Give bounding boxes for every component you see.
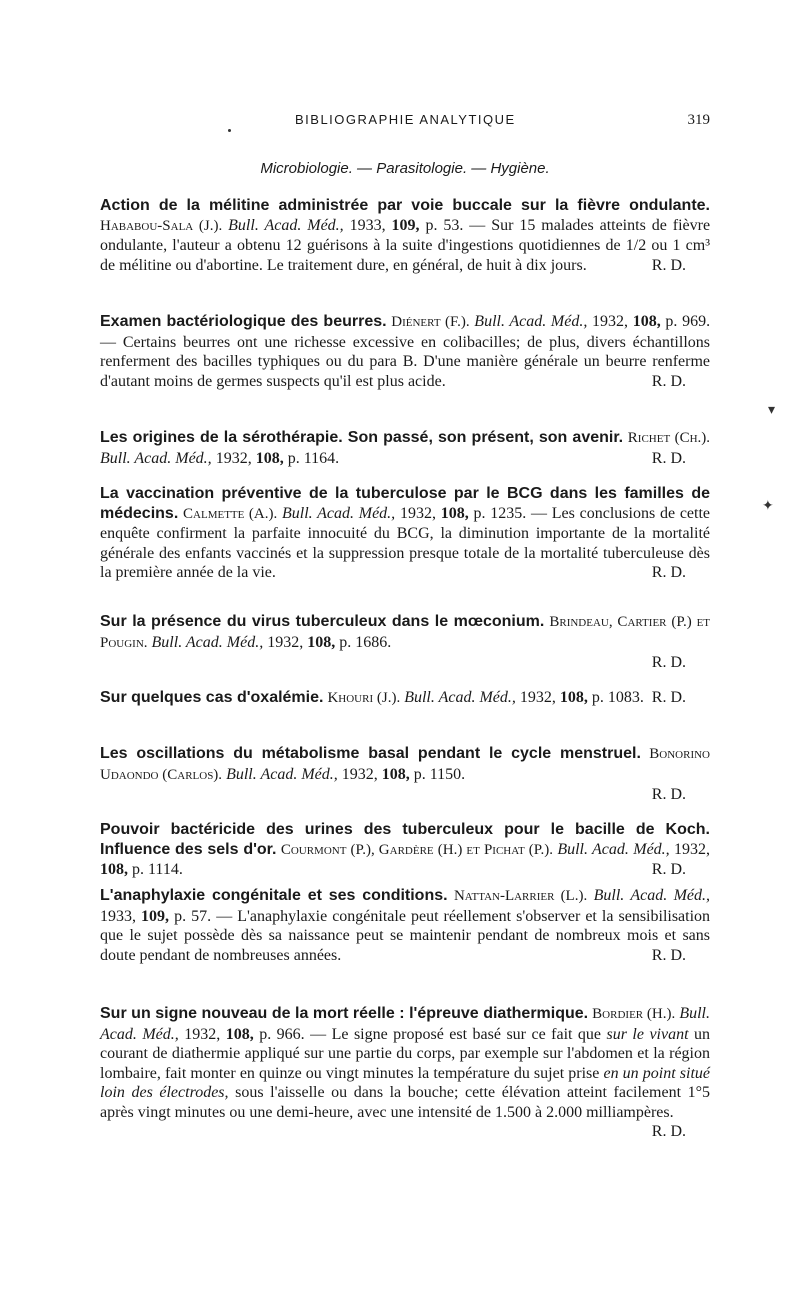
entry-pages: p. 969. bbox=[665, 313, 711, 330]
section-title: Microbiologie. — Parasitologie. — Hygiène. bbox=[260, 160, 550, 177]
entry-volume: 108, bbox=[381, 765, 410, 783]
entry-year: 1932, bbox=[399, 504, 436, 522]
entry-author: Khouri (J.). bbox=[327, 690, 401, 706]
entry-volume: 108, bbox=[559, 689, 588, 706]
entry-year: 1933, bbox=[349, 216, 386, 234]
entry-journal: Bull. Acad. Méd., bbox=[281, 504, 396, 522]
entry-signature: R. D. bbox=[651, 372, 686, 390]
entry-journal: Bull. Acad. Méd., bbox=[151, 633, 264, 651]
entry-abstract-italic: sur le vivant bbox=[606, 1025, 689, 1043]
entry-title: Sur un signe nouveau de la mort réelle : l'épreuve diathermique. bbox=[100, 1005, 589, 1022]
entry-pages: p. 1083. bbox=[591, 689, 644, 706]
entry-signature: R. D. bbox=[651, 946, 686, 964]
entry-signature: R. D. bbox=[651, 689, 686, 706]
entry-volume: 108, bbox=[255, 449, 284, 467]
entry-author: Bordier (H.). bbox=[592, 1006, 676, 1022]
page-header bbox=[100, 112, 710, 136]
entry-volume: 108, bbox=[100, 861, 128, 878]
entry-volume: 108, bbox=[440, 504, 469, 522]
entry-title: Action de la mélitine administrée par voie buccale sur la fièvre ondulante. bbox=[100, 197, 710, 214]
entry-volume: 109, bbox=[391, 216, 420, 234]
entry-pages: p. 57. bbox=[174, 907, 212, 925]
bibliography-entry bbox=[100, 744, 710, 805]
entry-year: 1933, bbox=[100, 907, 136, 925]
entry-title: Examen bactériologique des beurres. bbox=[100, 313, 387, 330]
entry-abstract: — Sur 15 malades atteints de fièvre ondulante, l'auteur a obtenu 12 guérisons à la suite d'ingestions quotidiennes de 1/2 ou 1 cm³ de mélitine ou d'abortine. Le traitement dure, en général, de huit à dix jours. bbox=[100, 216, 711, 274]
entry-signature: R. D. bbox=[651, 786, 686, 803]
entry-year: 1932, bbox=[267, 633, 304, 651]
entry-pages: p. 1150. bbox=[413, 765, 466, 783]
entry-title: Les oscillations du métabolisme basal pendant le cycle menstruel. bbox=[100, 745, 641, 762]
entry-author: Diénert (F.). bbox=[391, 314, 470, 330]
entry-volume: 109, bbox=[141, 907, 170, 925]
entry-journal: Bull. Acad. Méd., bbox=[100, 449, 212, 467]
entry-volume: 108, bbox=[632, 313, 661, 330]
entry-signature: R. D. bbox=[651, 654, 686, 671]
entry-journal: Bull. Acad. Méd., bbox=[557, 840, 670, 858]
bibliography-entry bbox=[100, 886, 710, 965]
entry-signature: R. D. bbox=[651, 861, 686, 878]
entry-title: Sur quelques cas d'oxalémie. bbox=[100, 689, 324, 706]
margin-mark: ▾ bbox=[768, 403, 776, 418]
bibliography-entry bbox=[100, 428, 710, 468]
entry-abstract: un courant de diathermie appliqué sur une partie du corps, par exemple sur l'abdomen et la région lombaire, fait monter en quinze ou vingt minutes la température du sujet prise bbox=[100, 1025, 710, 1082]
entry-abstract: — Certains beurres ont une richesse excessive en colibacilles; de plus, divers échantillons renferment des bacilles typhiques ou du para B. D'une manière générale un beurre renferme d'autant moins de germes suspects qu'il est plus acide. bbox=[100, 333, 710, 390]
entry-journal: Bull. Acad. Méd., bbox=[404, 689, 516, 706]
entry-author: Hababou-Sala (J.). bbox=[100, 217, 223, 234]
entry-pages: p. 1235. bbox=[473, 504, 527, 522]
entry-author: Courmont (P.), Gardère (H.) et Pichat (P.). bbox=[280, 841, 553, 858]
bibliography-entry bbox=[100, 1004, 710, 1142]
entry-title: Pouvoir bactéricide des urines des tuberculeux pour le bacille de Koch. Influence des sels d'or. bbox=[100, 821, 710, 858]
entry-signature: R. D. bbox=[651, 564, 686, 581]
entry-signature: R. D. bbox=[651, 449, 686, 467]
entry-abstract: — Les conclusions de cette enquête confirment la parfaite innocuité du BCG, la diminution importante de la mortalité générale des enfants vaccinés et la suppression presque totale de la mortalité tuberculeuse dès la première année de la vie. bbox=[100, 504, 711, 581]
entry-pages: p. 966. bbox=[259, 1025, 305, 1043]
entry-volume: 108, bbox=[307, 633, 336, 651]
entry-year: 1932, bbox=[674, 840, 711, 858]
entry-abstract: — Le signe proposé est basé sur ce fait que bbox=[310, 1025, 602, 1043]
entry-year: 1932, bbox=[184, 1025, 221, 1043]
entry-pages: p. 1686. bbox=[339, 633, 392, 651]
entry-year: 1932, bbox=[341, 765, 378, 783]
entry-title: L'anaphylaxie congénitale et ses conditions. bbox=[100, 887, 448, 904]
bibliography-entry bbox=[100, 688, 710, 709]
entry-author: Brindeau, Cartier (P.) et Pougin. bbox=[100, 614, 711, 651]
entry-year: 1932, bbox=[592, 313, 629, 330]
entry-title: Sur la présence du virus tuberculeux dans le mœconium. bbox=[100, 613, 545, 630]
entry-title: Les origines de la sérothérapie. Son passé, son présent, son avenir. bbox=[100, 429, 624, 446]
entry-title: La vaccination préventive de la tuberculose par le BCG dans les familles de médecins. bbox=[100, 485, 710, 522]
bibliography-entry bbox=[100, 312, 710, 391]
bibliography-entry bbox=[100, 612, 710, 673]
entry-journal: Bull. Acad. Méd., bbox=[593, 887, 711, 904]
entry-author: Bonorino Udaondo (Carlos). bbox=[100, 746, 710, 783]
entry-author: Nattan-Larrier (L.). bbox=[453, 888, 588, 904]
entry-signature: R. D. bbox=[651, 1123, 686, 1140]
entry-abstract: sous l'aisselle ou dans la bouche; cette élévation atteint facilement 1°5 après vingt minutes ou une demi-heure, avec une intensité de 1.500 à 2.000 milliampères. bbox=[100, 1084, 710, 1121]
entry-pages: p. 1164. bbox=[287, 449, 340, 467]
entry-author: Richet (Ch.). bbox=[627, 430, 711, 446]
entry-journal: Bull. Acad. Méd., bbox=[474, 313, 588, 330]
entry-abstract: — L'anaphylaxie congénitale peut réellement s'observer et la sensibilisation que le sujet possède dès sa naissance peut se maintenir pendant de nombreux mois et sans doute pendant de nombreuses années. bbox=[100, 907, 711, 964]
entry-journal: Bull. Acad. Méd., bbox=[228, 216, 344, 234]
entry-pages: p. 1114. bbox=[132, 861, 183, 878]
bibliography-entry bbox=[100, 820, 710, 880]
running-title: BIBLIOGRAPHIE ANALYTIQUE bbox=[295, 112, 516, 127]
print-dot bbox=[228, 129, 231, 132]
entry-year: 1932, bbox=[215, 449, 252, 467]
entry-year: 1932, bbox=[519, 689, 556, 706]
entry-signature: R. D. bbox=[651, 256, 686, 274]
bibliography-entry bbox=[100, 484, 710, 583]
entry-author: Calmette (A.). bbox=[183, 505, 278, 522]
entry-journal: Bull. Acad. Méd., bbox=[226, 765, 338, 783]
margin-mark: ✦ bbox=[762, 499, 774, 514]
bibliography-entry bbox=[100, 196, 710, 275]
entry-volume: 108, bbox=[225, 1025, 254, 1043]
entry-journal: Bull. Acad. Méd., bbox=[100, 1005, 710, 1043]
entry-abstract-italic: en un point situé loin des électrodes, bbox=[100, 1064, 710, 1101]
entry-pages: p. 53. bbox=[425, 216, 464, 234]
page-number: 319 bbox=[687, 112, 710, 128]
